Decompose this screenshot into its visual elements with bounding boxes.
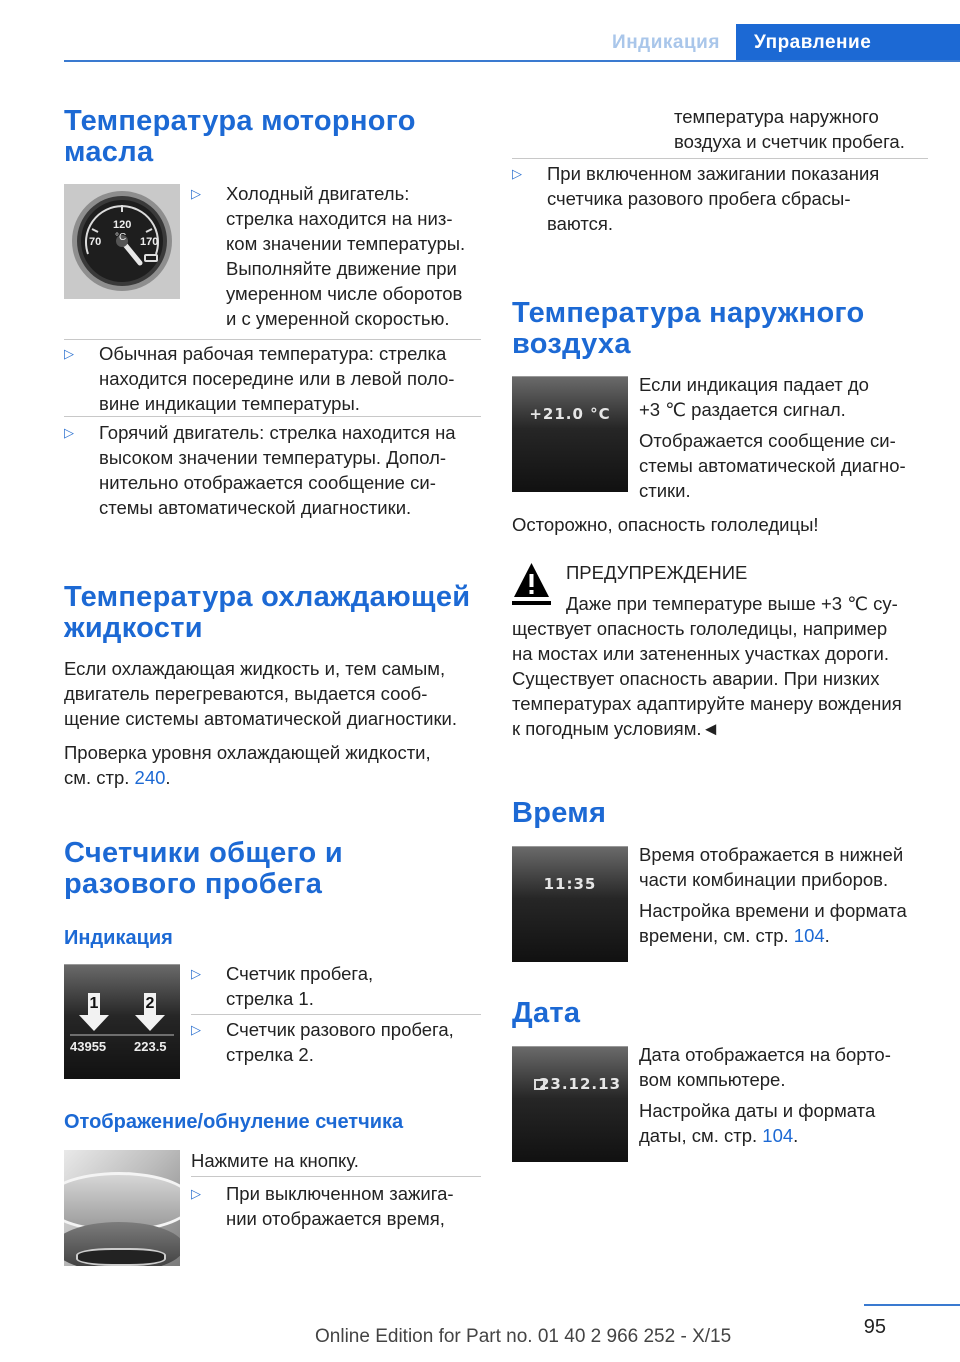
bullet-triangle-icon: ▷ (191, 966, 201, 981)
footer-rule (864, 1304, 960, 1306)
gauge-label-170: 170 (140, 236, 159, 248)
list-item-oil-cold: ▷ Холодный двигатель: стрелка находится на низ- ком значении температуры. Выполняйте движение при умеренном числе оборотов и с умеренной скоростью. (191, 183, 466, 329)
warning-icon (512, 560, 551, 605)
page-link-104[interactable]: 104 (793, 925, 825, 946)
warning-title: ПРЕДУПРЕЖДЕНИЕ (566, 562, 748, 583)
oil-gauge-image (64, 184, 180, 299)
date-value: 23.12.13 (538, 1075, 622, 1093)
bullet-triangle-icon: ▷ (512, 166, 522, 181)
total-mileage-value: 43955 (70, 1039, 107, 1054)
outside-temp-display-image (512, 376, 628, 492)
bullet-triangle-icon: ▷ (191, 1186, 201, 1201)
separator (64, 416, 481, 417)
bullet-triangle-icon: ▷ (64, 425, 74, 440)
coolant-check-text: Проверка уровня охлаждающей жидкости, см. стр. 240. (64, 742, 431, 788)
oil-can-icon (144, 254, 158, 262)
separator (512, 158, 928, 159)
coolant-overheat-text: Если охлаждающая жидкость и, тем самым, двигатель перегреваются, выдается сооб- щение системы автоматической диагностики. (64, 658, 458, 729)
tab-controls[interactable]: Управление (736, 24, 960, 62)
ice-caution-text: Осторожно, опасность гололедицы! (512, 514, 819, 535)
diagnostic-message-text: Отображается сообщение си- стемы автоматической диагно- стики. (639, 430, 906, 501)
date-location-text: Дата отображается на борто- вом компьютере. (639, 1044, 891, 1090)
arrow-number-1: 1 (89, 995, 99, 1012)
list-item-ignition-off: ▷ При выключенном зажига- нии отображается время, (191, 1183, 454, 1229)
bullet-triangle-icon: ▷ (191, 1022, 201, 1037)
warning-first-line: Даже при температуре выше +3 ℃ су- (566, 593, 898, 614)
time-display-image (512, 846, 628, 962)
tab-indication[interactable]: Индикация (612, 32, 720, 53)
footer-edition-text: Online Edition for Part no. 01 40 2 966 252 - X/15 (315, 1326, 732, 1347)
heading-outside-temperature: Температура наружного воздуха (512, 297, 865, 360)
gauge-label-unit: °C (115, 232, 127, 243)
bullet-triangle-icon: ▷ (191, 186, 201, 201)
list-item-ignition-on: ▷ При включенном зажигании показания счетчика разового пробега сбрасы- ваются. (512, 163, 880, 234)
outside-temp-value: +21.0 °C (529, 405, 611, 423)
warning-body: ществует опасность гололедицы, например на мостах или затененных участках дороги. Существует опасность аварии. При низких температурах адаптируйте манеру вождения к погодным условиям.◄ (512, 618, 902, 739)
time-location-text: Время отображается в нижней части комбинации приборов. (639, 844, 904, 890)
time-value: 11:35 (543, 875, 597, 893)
bullet-triangle-icon: ▷ (64, 346, 74, 361)
header-rule (64, 60, 960, 62)
page-link-240[interactable]: 240 (134, 767, 166, 788)
page-number: 95 (863, 1316, 886, 1338)
subheading-display: Индикация (64, 927, 173, 949)
list-item-odometer: ▷ Счетчик пробега, стрелка 1. (191, 963, 374, 1009)
reset-button-image (64, 1150, 180, 1266)
heading-odometers: Счетчики общего и разового пробега (64, 837, 344, 900)
separator (64, 339, 481, 340)
list-item-oil-normal: ▷ Обычная рабочая температура: стрелка находится посередине или в левой поло- вине индикации температуры. (64, 343, 455, 414)
heading-coolant-temperature: Температура охлаждающей жидкости (64, 581, 471, 644)
list-item-oil-hot: ▷ Горячий двигатель: стрелка находится на высоком значении температуры. Допол- нительно отображается сообщение си- стемы автоматической диагностики. (64, 422, 456, 518)
gauge-label-70: 70 (89, 236, 102, 248)
list-item-trip-odometer: ▷ Счетчик разового пробега, стрелка 2. (191, 1019, 454, 1065)
gauge-label-120: 120 (113, 219, 132, 231)
subheading-reset: Отображение/обнуление счетчика (64, 1111, 404, 1133)
heading-time: Время (512, 797, 607, 829)
trip-mileage-value: 223.5 (134, 1039, 167, 1054)
time-settings-text: Настройка времени и формата времени, см. стр. 104. (639, 900, 907, 946)
heading-oil-temperature: Температура моторного масла (64, 105, 416, 168)
separator (191, 1176, 481, 1177)
page-link-104-date[interactable]: 104 (762, 1125, 794, 1146)
odometer-display-image (64, 964, 180, 1079)
date-display-image (512, 1046, 628, 1162)
press-button-text: Нажмите на кнопку. (191, 1150, 359, 1171)
date-settings-text: Настройка даты и формата даты, см. стр. 104. (639, 1100, 876, 1146)
separator (191, 1014, 481, 1015)
arrow-number-2: 2 (145, 995, 155, 1012)
heading-date: Дата (512, 997, 581, 1029)
ignition-off-continued: температура наружного воздуха и счетчик пробега. (674, 106, 905, 152)
temp-drop-text: Если индикация падает до +3 ℃ раздается сигнал. (639, 374, 869, 420)
